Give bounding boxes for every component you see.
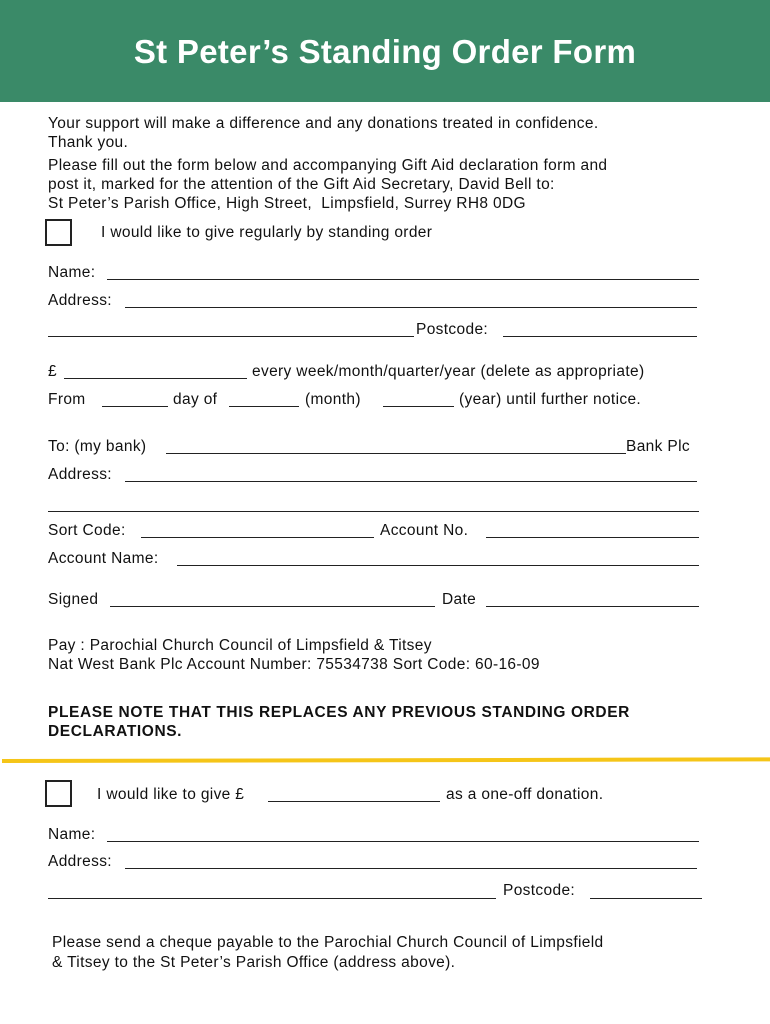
postcode-field[interactable] <box>503 336 697 337</box>
account-name-label: Account Name: <box>48 550 159 567</box>
bank-address-field[interactable] <box>125 481 697 482</box>
bank-name-field[interactable] <box>166 453 626 454</box>
one-off-address-label: Address: <box>48 853 112 870</box>
account-no-label: Account No. <box>380 522 469 539</box>
intro-line-4: post it, marked for the attention of the Gift Aid Secretary, David Bell to: <box>48 176 555 193</box>
intro-line-3: Please fill out the form below and accompanying Gift Aid declaration form and <box>48 157 608 174</box>
one-off-postcode-field[interactable] <box>590 898 702 899</box>
one-off-name-label: Name: <box>48 826 96 843</box>
one-off-amount-field[interactable] <box>268 801 440 802</box>
section-divider <box>2 757 770 763</box>
one-off-postcode-label: Postcode: <box>503 882 576 899</box>
cheque-line-1: Please send a cheque payable to the Parochial Church Council of Limpsfield <box>52 934 604 951</box>
bank-to-label: To: (my bank) <box>48 438 147 455</box>
note-line-2: DECLARATIONS. <box>48 723 183 740</box>
pay-line-2: Nat West Bank Plc Account Number: 75534738 Sort Code: 60-16-09 <box>48 656 540 673</box>
one-off-suffix: as a one-off donation. <box>446 786 604 803</box>
currency-symbol: £ <box>48 363 57 380</box>
day-of-label: day of <box>173 391 218 408</box>
sort-code-field[interactable] <box>141 537 374 538</box>
page-title: St Peter’s Standing Order Form <box>133 33 637 70</box>
year-label: (year) until further notice. <box>459 391 642 408</box>
year-field[interactable] <box>383 406 454 407</box>
cheque-line-2: & Titsey to the St Peter’s Parish Office (address above). <box>52 954 456 971</box>
standing-order-checkbox[interactable] <box>45 219 72 246</box>
postcode-label: Postcode: <box>416 321 489 338</box>
bank-address-line-2-field[interactable] <box>48 511 699 512</box>
one-off-address-field[interactable] <box>125 868 697 869</box>
intro-line-2: Thank you. <box>48 134 129 151</box>
frequency-text: every week/month/quarter/year (delete as appropriate) <box>252 363 645 380</box>
standing-order-checkbox-label: I would like to give regularly by standing order <box>101 224 433 241</box>
sort-code-label: Sort Code: <box>48 522 126 539</box>
from-label: From <box>48 391 86 408</box>
signature-field[interactable] <box>110 606 435 607</box>
date-label: Date <box>442 591 477 608</box>
address-label: Address: <box>48 292 112 309</box>
account-no-field[interactable] <box>486 537 699 538</box>
one-off-label: I would like to give £ <box>97 786 245 803</box>
amount-field[interactable] <box>64 378 247 379</box>
intro-line-1: Your support will make a difference and any donations treated in confidence. <box>48 115 599 132</box>
day-field[interactable] <box>102 406 168 407</box>
header-banner <box>0 0 770 102</box>
month-field[interactable] <box>229 406 299 407</box>
signed-label: Signed <box>48 591 99 608</box>
account-name-field[interactable] <box>177 565 699 566</box>
one-off-name-field[interactable] <box>107 841 699 842</box>
intro-line-5: St Peter’s Parish Office, High Street, Limpsfield, Surrey RH8 0DG <box>48 195 526 212</box>
one-off-address-line-2-field[interactable] <box>48 898 496 899</box>
month-label: (month) <box>305 391 361 408</box>
address-field[interactable] <box>125 307 697 308</box>
name-label: Name: <box>48 264 96 281</box>
bank-address-label: Address: <box>48 466 112 483</box>
one-off-checkbox[interactable] <box>45 780 72 807</box>
name-field[interactable] <box>107 279 699 280</box>
bank-suffix: Bank Plc <box>626 438 690 455</box>
note-line-1: PLEASE NOTE THAT THIS REPLACES ANY PREVIOUS STANDING ORDER <box>48 704 630 721</box>
address-line-2-field[interactable] <box>48 336 414 337</box>
date-field[interactable] <box>486 606 699 607</box>
pay-line-1: Pay : Parochial Church Council of Limpsfield & Titsey <box>48 637 432 654</box>
